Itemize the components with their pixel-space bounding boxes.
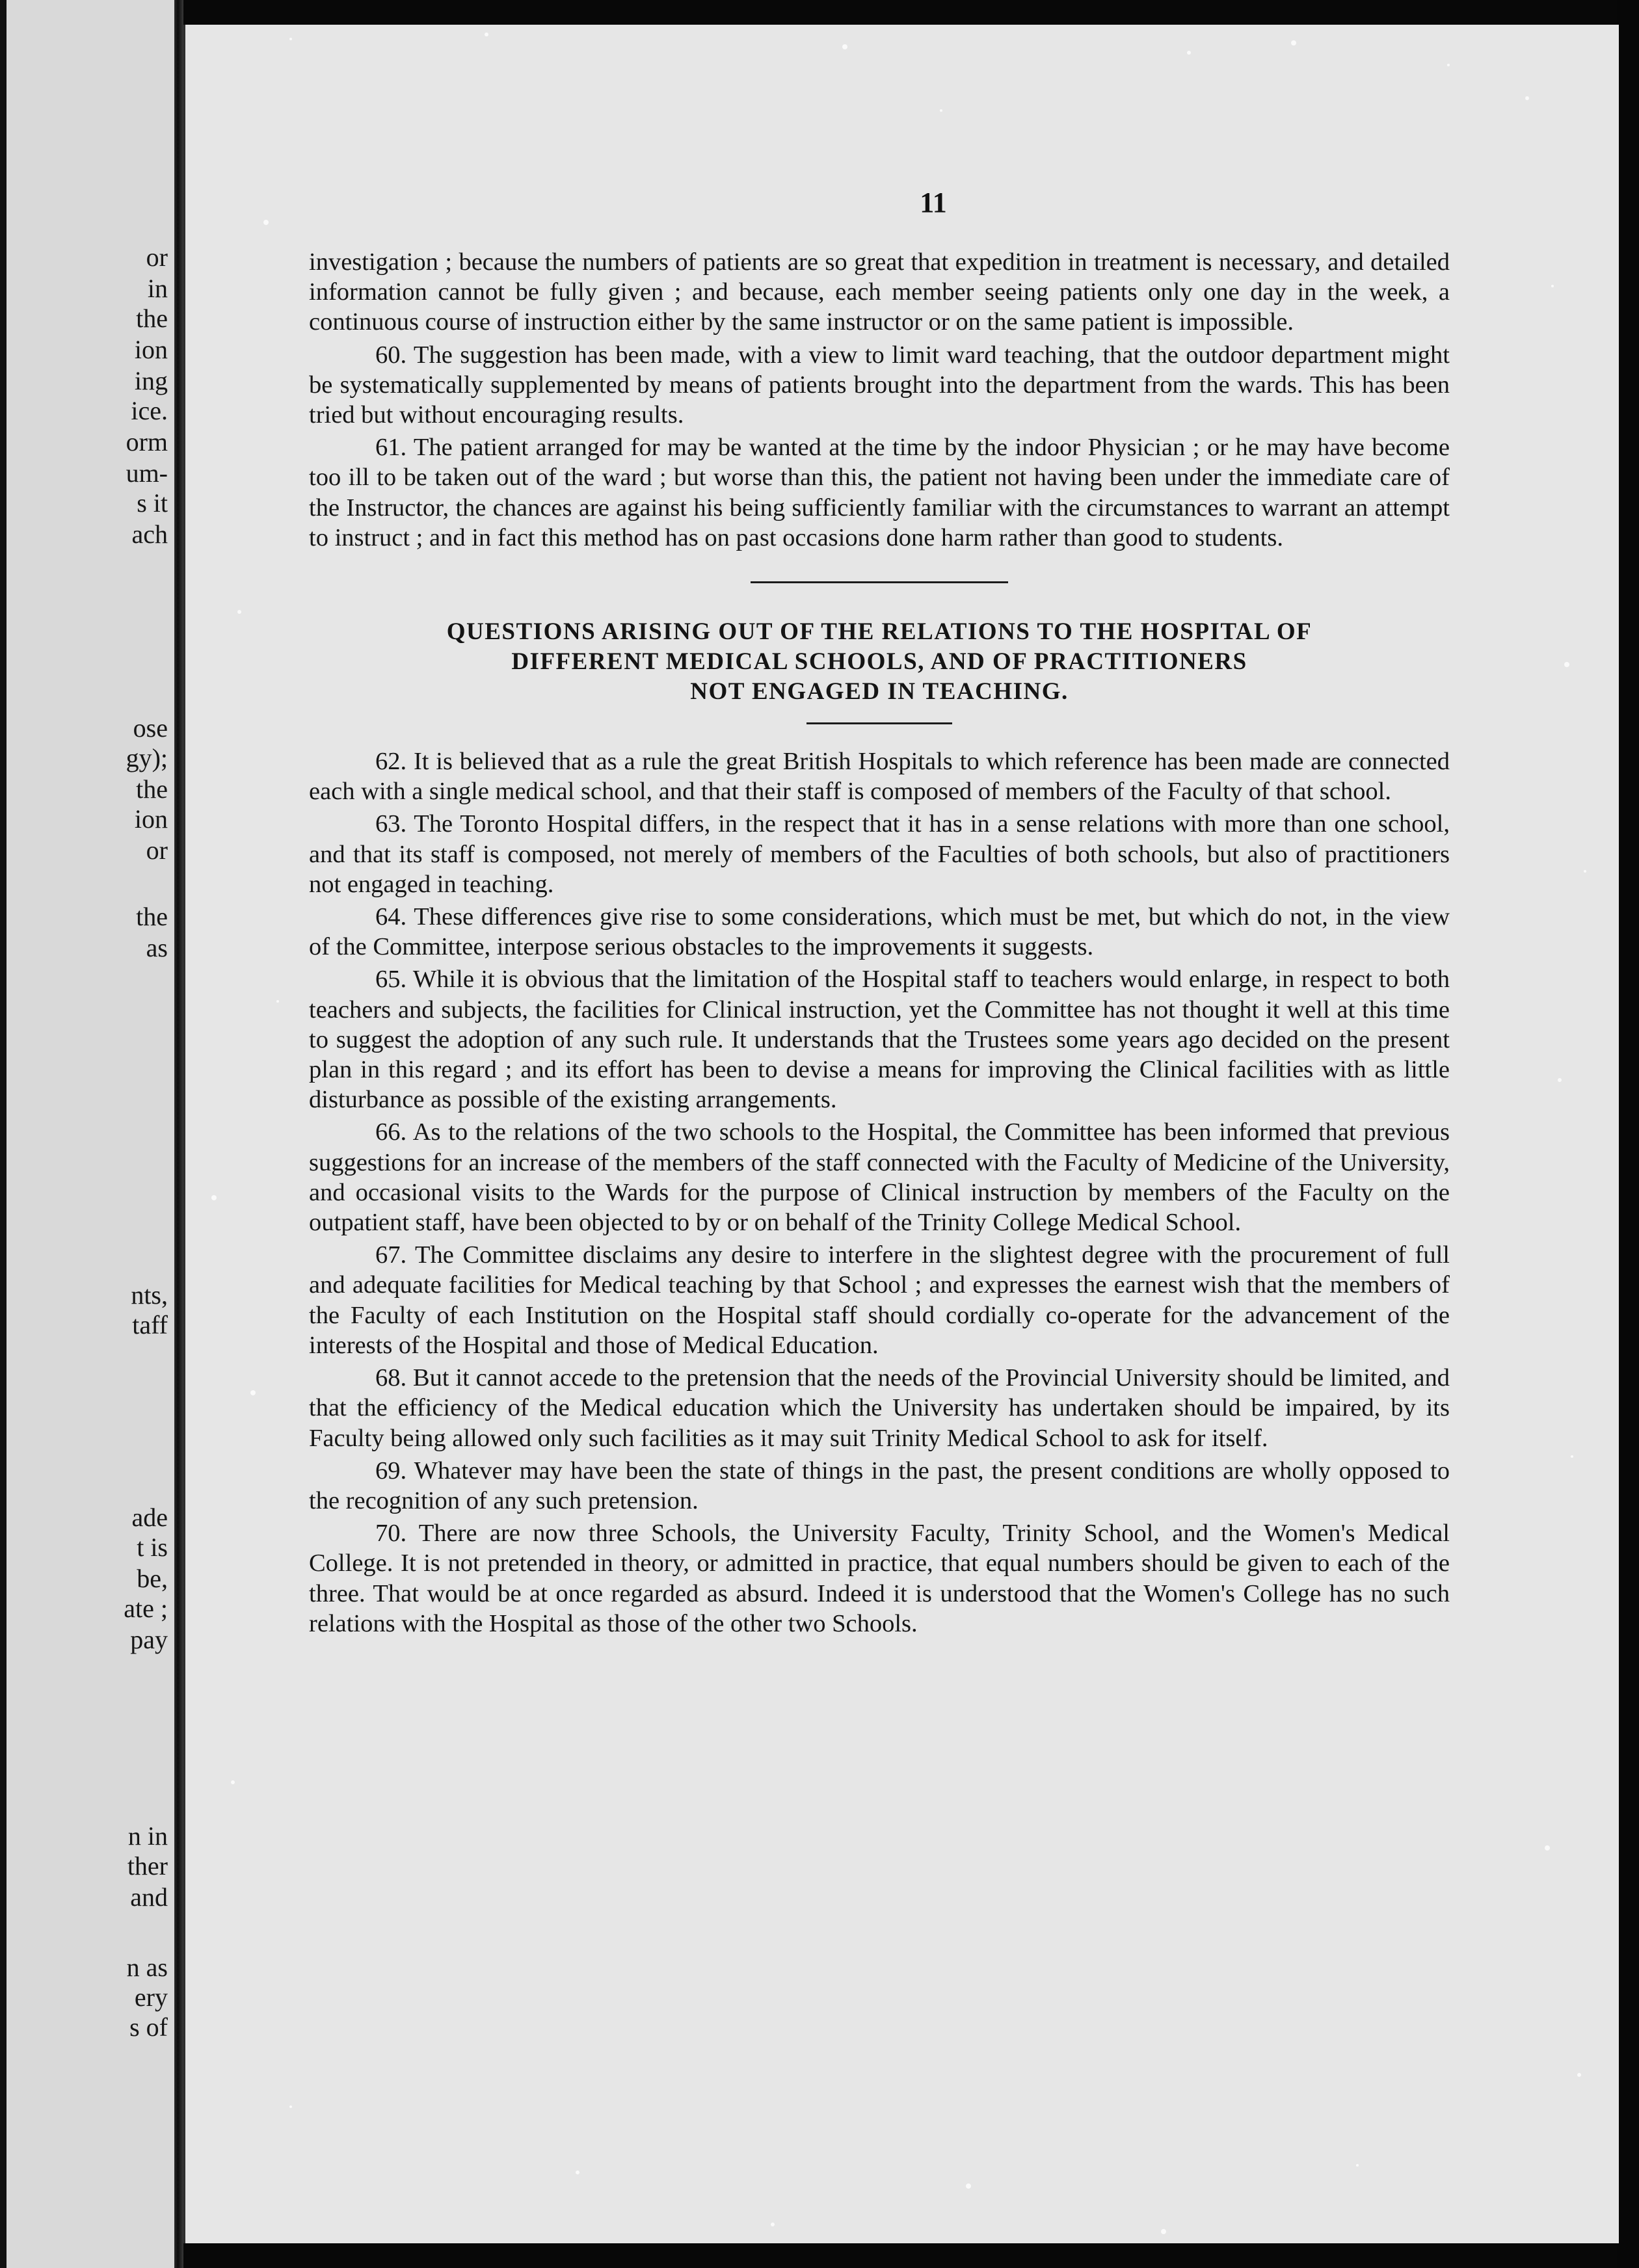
scan-speck — [250, 1390, 256, 1395]
scan-speck — [485, 33, 488, 36]
scan-speck — [576, 2170, 580, 2174]
scan-speck — [263, 220, 269, 225]
right-scan-border — [1617, 0, 1639, 2268]
paragraph-65: 65. While it is obvious that the limitation of the Hospital staff to teachers would enlarge, in respect to both teachers and subjects, the facilities for Clinical instruction, yet the Committee has not thought it well at this time to suggest the adoption of any such rule. It understands that the Trustees some years ago decided on the present plan in this regard ; and its effort has been to devise a means for improving the Clinical facilities with as little disturbance as possible of the existing arrangements. — [309, 966, 1450, 1114]
bottom-scan-border — [183, 2243, 1617, 2268]
scan-speck — [237, 610, 241, 614]
scan-speck — [1571, 1455, 1573, 1458]
left-page-fragment: t is — [137, 1533, 168, 1562]
left-facing-page — [0, 0, 177, 2268]
left-page-fragment: nts, — [131, 1280, 168, 1310]
left-page-fragment: n in — [127, 1821, 168, 1851]
left-page-fragment: or — [146, 243, 168, 272]
left-page-fragment: ate ; — [124, 1594, 168, 1623]
left-page-fragment: ther — [127, 1851, 168, 1880]
scan-speck — [289, 2105, 292, 2108]
scan-speck — [1584, 870, 1586, 873]
scan-speck — [231, 1780, 235, 1784]
page-number: 11 — [920, 187, 947, 218]
scan-speck — [1551, 285, 1554, 287]
paragraph-67: 67. The Committee disclaims any desire to interfere in the slightest degree with the procurement of full and adequate facilities for Medical teaching by that School ; and expresses the earnest wish that the members of the Faculty of each Institution on the Hospital staff should cordially co-operate for the advancement of the interests of the Hospital and those of Medical Education. — [309, 1241, 1450, 1359]
left-page-fragment: gy); — [126, 743, 168, 772]
left-page-fragment: ery — [134, 1983, 168, 2012]
scan-speck — [1577, 2073, 1581, 2077]
left-page-fragment: n as — [126, 1953, 168, 1982]
paragraph-66: 66. As to the relations of the two schools to the Hospital, the Committee has been informed that previous suggestions for an increase of the members of the staff connected with the Faculty of Medicine of the University, and occasional visits to the Wards for the purpose of Clinical instruction by members of the Faculty on the outpatient staff, have been objected to by or on behalf of the Trinity College Medical School. — [309, 1118, 1450, 1237]
left-page-fragment: ion — [134, 804, 168, 834]
paragraph-68: 68. But it cannot accede to the pretension that the needs of the Provincial University should be limited, and that the efficiency of the Medical education which the University has undertaken should be impaired, by its Faculty being allowed only such facilities as it may suit Trinity Medical School to ask for itself. — [309, 1364, 1450, 1452]
scan-speck — [1564, 662, 1569, 667]
paragraph-64: 64. These differences give rise to some considerations, which must be met, but which do not, in the view of the Committee, interpose serious obstacles to the improvements it suggests. — [309, 903, 1450, 961]
left-page-fragment: the — [136, 304, 168, 333]
scan-speck — [1558, 1078, 1562, 1082]
scan-speck — [966, 2183, 971, 2189]
left-page-fragment: taff — [132, 1310, 168, 1339]
paragraph-63: 63. The Toronto Hospital differs, in the respect that it has in a sense relations with more than one school, and that its staff is composed, not merely of members of the Faculties of both schools, but also of practitioners not engaged in teaching. — [309, 810, 1450, 898]
left-page-fragment: in — [147, 274, 168, 303]
left-page-fragment: orm — [126, 427, 168, 456]
left-page-fragment: or — [146, 836, 168, 865]
main-text-column — [309, 247, 1450, 1641]
section-heading — [309, 617, 1450, 707]
scan-speck — [1525, 96, 1529, 100]
paragraph-62: 62. It is believed that as a rule the great British Hospitals to which reference has been made are connected each with a single medical school, and that their staff is composed of members of the Faculty of that school. — [309, 748, 1450, 806]
scan-speck — [842, 44, 847, 49]
left-page-fragment: as — [146, 933, 168, 962]
scan-speck — [1291, 40, 1296, 46]
scan-speck — [289, 38, 292, 40]
left-page-fragment: ion — [134, 335, 168, 364]
left-page-fragment: ade — [131, 1503, 168, 1532]
left-page-fragment: um- — [126, 458, 168, 488]
paragraph-70: 70. There are now three Schools, the University Faculty, Trinity School, and the Women's Medical College. It is not pretended in theory, or admitted in practice, that equal numbers should be given to each of the three. That would be at once regarded as absurd. Indeed it is understood that the Women's College has no such relations with the Hospital as those of the other two Schools. — [309, 1520, 1450, 1637]
scan-speck — [276, 1000, 279, 1003]
heading-underline-rule — [806, 722, 952, 724]
paragraph-61: 61. The patient arranged for may be wanted at the time by the indoor Physician ; or he may have become too ill to be taken out of the ward ; but worse than this, the patient not having been under the immediate care of the Instructor, the chances are against his being sufficiently familiar with the circumstances to warrant an attempt to instruct ; and in fact this method has on past occasions done harm rather than good to students. — [309, 434, 1450, 551]
scan-speck — [940, 109, 942, 112]
page-gutter — [174, 0, 183, 2268]
section-heading-line-3: NOT ENGAGED IN TEACHING. — [690, 678, 1069, 705]
scan-speck — [1161, 2229, 1166, 2234]
scan-speck — [1447, 64, 1450, 66]
scan-speck — [1356, 2164, 1359, 2167]
left-page-fragment: ing — [134, 366, 168, 395]
main-page — [183, 25, 1619, 2243]
paragraph-continued: investigation ; because the numbers of patients are so great that expedition in treatment is necessary, and detailed information cannot be fully given ; and because, each member seeing patients only one day in the week, a continuous course of instruction either by the same instructor or on the same patient is impossible. — [309, 248, 1450, 336]
scan-speck — [1187, 51, 1191, 55]
left-page-fragment: the — [136, 774, 168, 804]
left-scan-border — [0, 0, 7, 2268]
section-heading-line-1: QUESTIONS ARISING OUT OF THE RELATIONS TO THE HOSPITAL OF — [446, 618, 1313, 646]
paragraph-69: 69. Whatever may have been the state of things in the past, the present conditions are wholly opposed to the recognition of any such pretension. — [309, 1457, 1450, 1514]
scan-speck — [1545, 1845, 1550, 1851]
section-divider-rule — [751, 581, 1008, 583]
scan-speck — [211, 1195, 217, 1200]
left-page-fragment: s it — [137, 488, 168, 518]
left-page-fragment: pay — [130, 1625, 168, 1654]
left-page-fragment: ach — [131, 520, 168, 549]
left-page-fragment: and — [130, 1882, 168, 1912]
left-page-fragment: ice. — [131, 396, 168, 425]
left-page-fragment: ose — [133, 713, 168, 743]
left-page-fragment: s of — [129, 2012, 168, 2042]
section-heading-line-2: DIFFERENT MEDICAL SCHOOLS, AND OF PRACTITIONERS — [511, 648, 1247, 676]
left-page-fragment: be, — [137, 1564, 168, 1593]
top-scan-border — [183, 0, 1617, 25]
scan-speck — [771, 2222, 775, 2226]
paragraph-60: 60. The suggestion has been made, with a view to limit ward teaching, that the outdoor department might be systematically supplemented by means of patients brought into the department from the wards. This has been tried but without encouraging results. — [309, 341, 1450, 429]
left-page-fragment: the — [136, 902, 168, 931]
